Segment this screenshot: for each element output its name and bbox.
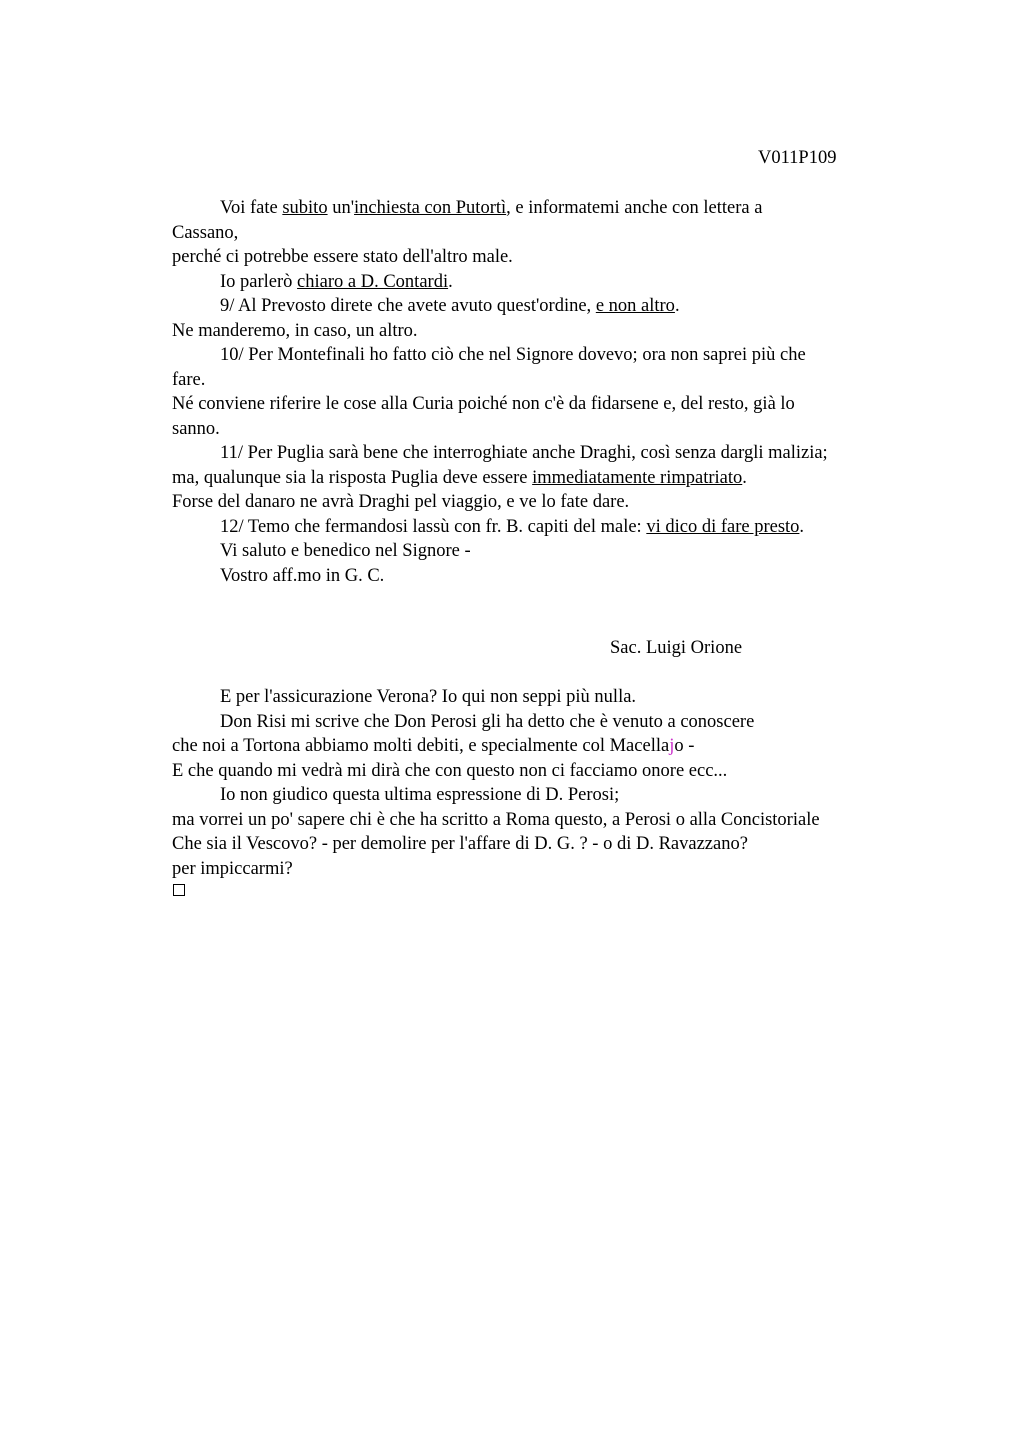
underlined-text: inchiesta con Putortì [354,198,507,218]
underlined-text: vi dico di fare presto [646,516,800,537]
postscript [172,685,820,881]
text-line [172,270,828,295]
text-line: Vi saluto e benedico nel Signore - [220,541,471,561]
text-line [172,515,828,540]
end-marker-box [173,884,185,896]
text-span: un' [327,198,355,218]
text-line: Ne manderemo, in caso, un altro. [172,320,418,341]
highlighted-letter: j [669,736,675,756]
text-span: . [799,516,805,537]
text-line: E per l'assicurazione Verona? Io qui non seppi più nulla. [220,687,637,707]
text-line: Io non giudico questa ultima espressione di D. Perosi; [220,785,620,805]
text-line: Cassano, [172,222,239,243]
text-span: 12/ Temo che fermandosi lassù con fr. B. capiti del male: [220,516,647,537]
text-line: 11/ Per Puglia sarà bene che interroghiate anche Draghi, così senza dargli malizia; [220,443,828,463]
text-span: . [742,467,747,488]
text-line [172,196,828,221]
text-span: Io parlerò [220,271,298,292]
underlined-text: subito [282,198,328,218]
text-line [172,466,828,491]
text-span: , e informatemi anche con lettera a [506,198,763,218]
text-line: perché ci potrebbe essere stato dell'altro male. [172,247,513,267]
text-span: che noi a Tortona abbiamo molti debiti, e specialmente col Macella [172,736,670,756]
underlined-text: e non altro [595,296,675,316]
text-line: Né conviene riferire le cose alla Curia poiché non c'è da fidarsene e, del resto, già lo [172,394,795,414]
text-line: ma vorrei un po' sapere chi è che ha scritto a Roma questo, a Perosi o alla Concistoriale [172,809,820,830]
text-line: E che quando mi vedrà mi dirà che con questo non ci facciamo onore ecc... [172,760,728,781]
letter-body [172,196,828,588]
text-span: o - [674,736,695,756]
text-line: Vostro aff.mo in G. C. [220,565,385,586]
text-line: per impiccarmi? [172,858,293,879]
underlined-text: chiaro a D. Contardi [297,271,449,292]
text-line [172,734,820,759]
text-span: Voi fate [220,198,283,218]
page-reference: V011P109 [758,148,837,168]
underlined-text: immediatamente rimpatriato [532,467,743,488]
text-line [172,294,828,319]
text-line: Don Risi mi scrive che Don Perosi gli ha detto che è venuto a conoscere [220,711,755,732]
text-line: 10/ Per Montefinali ho fatto ciò che nel Signore dovevo; ora non saprei più che [220,345,806,365]
text-line: Che sia il Vescovo? - per demolire per l'affare di D. G. ? - o di D. Ravazzano? [172,834,748,854]
text-line: fare. [172,369,206,390]
text-line: Forse del danaro ne avrà Draghi pel viaggio, e ve lo fate dare. [172,492,630,512]
text-span: ma, qualunque sia la risposta Puglia deve essere [172,467,533,488]
text-span: 9/ Al Prevosto direte che avete avuto quest'ordine, [220,296,596,316]
text-span: . [674,296,680,316]
text-line: sanno. [172,418,220,439]
text-span: . [448,271,453,292]
signature: Sac. Luigi Orione [610,638,743,658]
